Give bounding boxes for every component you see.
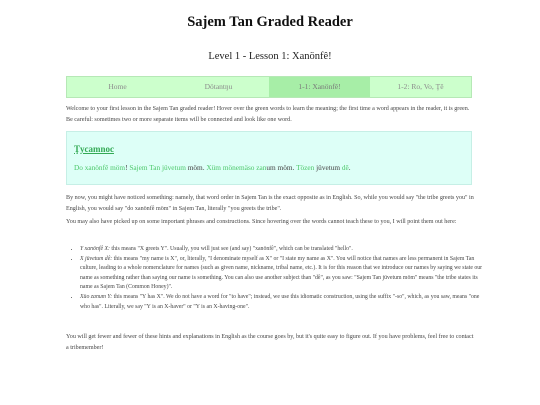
- passage-text-fragment: um möm.: [266, 163, 297, 172]
- list-item: [80, 293, 486, 312]
- phrase-explanation: this means "Y has X". We do not have a word for "to have"; instead, we use this idiomatic construction, using the suffix "-so", which, as you saw, means "one who has". Literally, we say "Y is an X-haver" or "Y is an X-having-one".: [80, 293, 480, 310]
- passage-text-fragment: .: [348, 163, 351, 172]
- lesson-nav: [66, 76, 472, 98]
- green-word-juvetum[interactable]: jüvetum: [161, 163, 186, 172]
- passage-word-juvetum: jüvetum: [316, 163, 341, 172]
- explanation-paragraph-1: By now, you might have noticed something: namely, that word order in Sajem Tan is the exact opposite as in English. So, while you would say "the tribe greets you" in English, you would say "do xanönfê möm" in Sajem Tan, literally "you greets the tribe".: [66, 195, 474, 212]
- nav-item-home[interactable]: Home: [108, 82, 127, 91]
- green-word-monemaso[interactable]: mönemäso: [222, 163, 255, 172]
- green-word-sajem[interactable]: Sajem: [129, 163, 148, 172]
- green-word-zan[interactable]: zan: [256, 163, 267, 172]
- list-item: [80, 255, 486, 293]
- nav-item-lesson-1-2[interactable]: 1-2: Ro, Vo, Ţê: [397, 82, 444, 91]
- nav-item-dotantu[interactable]: Dötantŋu: [204, 82, 233, 91]
- passage-text-fragment: möm.: [187, 163, 207, 172]
- list-item: [80, 245, 486, 255]
- lesson-subtitle: Level 1 - Lesson 1: Xanönfê!: [208, 51, 332, 62]
- passage-text: [74, 163, 471, 172]
- page-title: Sajem Tan Graded Reader: [187, 14, 353, 30]
- closing-paragraph: You will get fewer and fewer of these hints and explanations in English as the course goes by, but it's quite easy to figure out. If you have problems, feel free to contact a tribemember!: [66, 334, 474, 351]
- green-word-xum[interactable]: Xüm: [206, 163, 221, 172]
- phrase-term: Y xanönfê X:: [80, 246, 110, 252]
- phrase-explanation: this means "my name is X", or, literally, "I denominate myself as X" or "I state my name as X". You will notice that names are less permanent in Sajem Tan culture, leading to a whole nomenclature for names (such as given name, nickname, tribal name, etc.). It is for this reason that we introduce our names by saying we state our name as something rather than saying our name is something. You can also use another subject than "dê", as you saw: "Sajem Tan jüvetum möm" means "the tribe states its name as Sajem Tan (Common Honey)".: [80, 255, 483, 291]
- reading-passage-box: [66, 131, 472, 185]
- passage-title[interactable]: Ţycamnoc: [74, 144, 114, 154]
- intro-paragraph: Welcome to your first lesson in the Sajem Tan graded reader! Hover over the green words to learn the meaning; the first time a word appears in the reader, it is green. Be careful: sometimes two or more separate items will be connected and look like one word.: [66, 106, 470, 123]
- phrase-term: X jüvetum dê:: [80, 255, 113, 262]
- green-word-do-xanonfe[interactable]: Do xanönfê möm: [74, 163, 126, 172]
- green-word-de[interactable]: dê: [341, 163, 349, 172]
- green-word-tozen[interactable]: Tözen: [296, 163, 315, 172]
- nav-item-lesson-1-1[interactable]: 1-1: Xanönfê!: [269, 77, 370, 97]
- passage-text-fragment: !: [125, 163, 130, 172]
- green-word-tan[interactable]: Tan: [149, 163, 161, 172]
- phrase-explanation: this means "X greets Y". Usually, you will just see (and say) "xanönfê", which can be translated "hello".: [109, 246, 353, 252]
- phrases-list: [70, 245, 486, 312]
- explanation-paragraph-2: You may also have picked up on some important phrases and constructions. Since hovering over the words cannot teach these to you, I will point them out here:: [66, 219, 457, 225]
- phrase-term: Xüo zanum Y:: [80, 293, 113, 300]
